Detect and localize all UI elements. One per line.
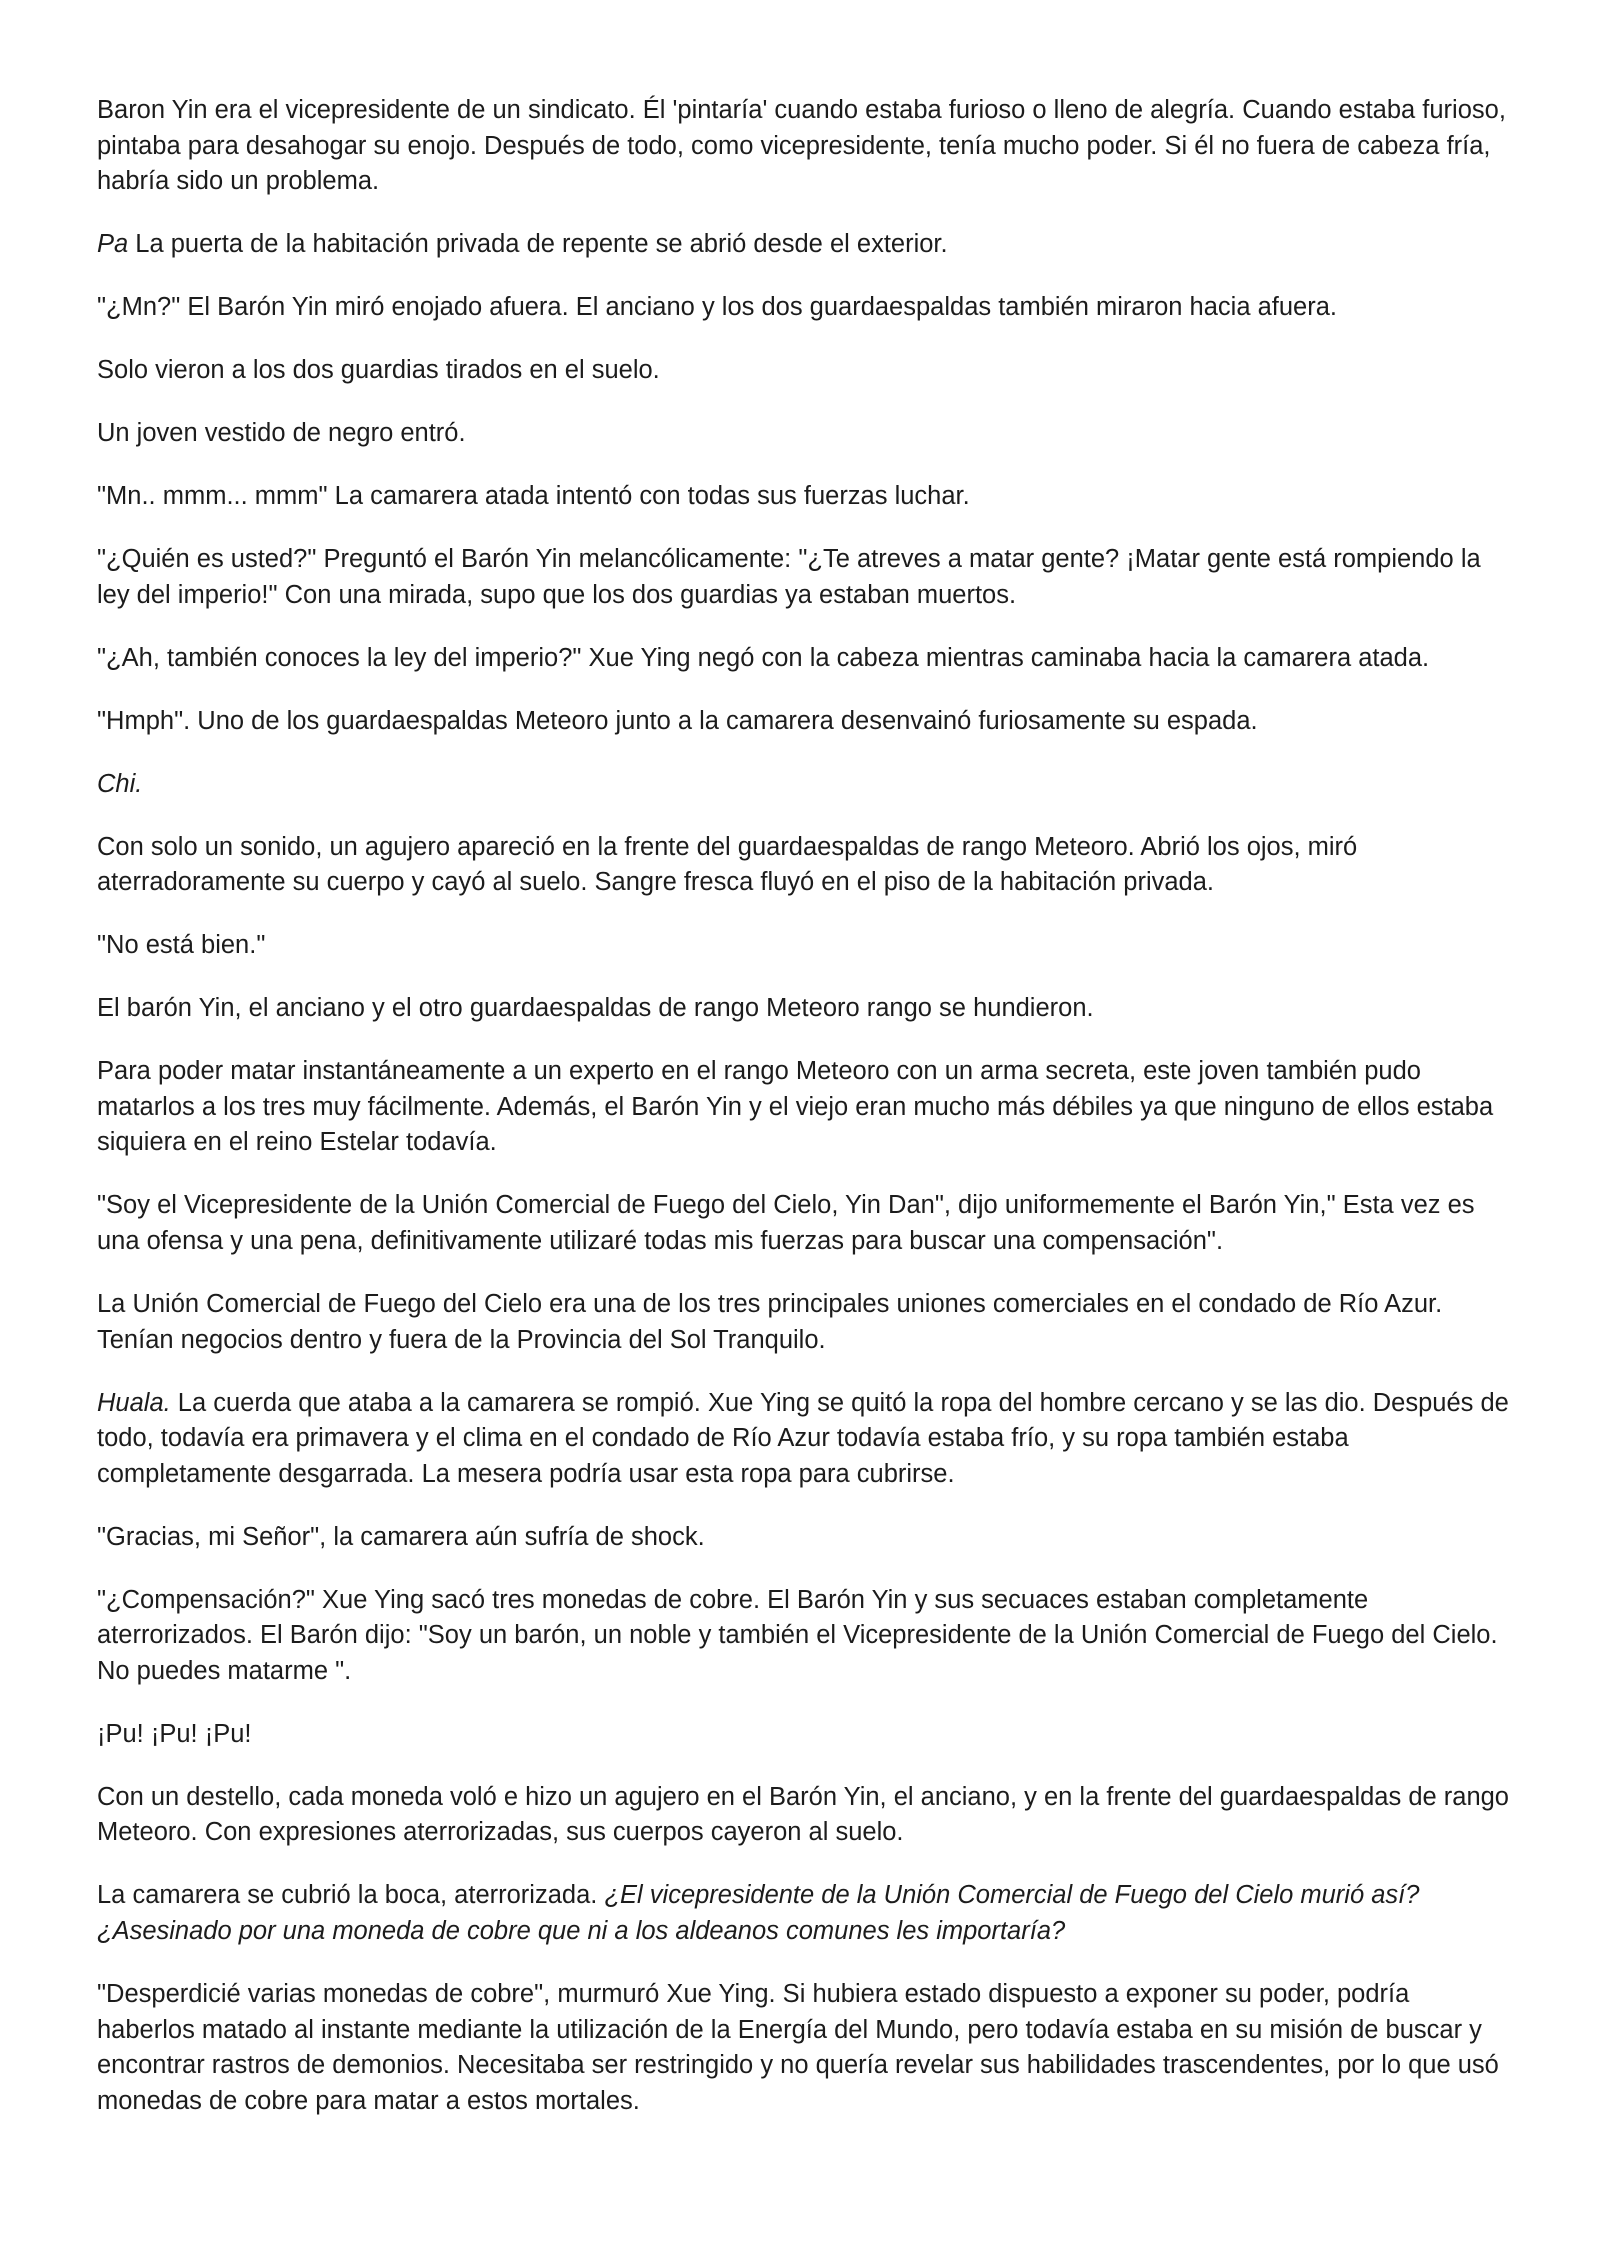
text-run: "Hmph". Uno de los guardaespaldas Meteoro junto a la camarera desenvainó furiosamente su espada. (97, 706, 1258, 735)
text-run: La puerta de la habitación privada de repente se abrió desde el exterior. (128, 230, 948, 259)
text-run: Baron Yin era el vicepresidente de un sindicato. Él 'pintaría' cuando estaba furioso o lleno de alegría. Cuando estaba furioso, pintaba para desahogar su enojo. Después de todo, como vicepresidente, tenía mucho poder. Si él no fuera de cabeza fría, habría sido un problema. (97, 96, 1506, 196)
paragraph (97, 767, 1512, 803)
text-run: "¿Compensación?" Xue Ying sacó tres monedas de cobre. El Barón Yin y sus secuaces estaban completamente aterrorizados. El Barón dijo: "Soy un barón, un noble y también el Vicepresidente de la Unión Comercial de Fuego del Cielo. No puedes matarme ". (97, 1585, 1498, 1685)
paragraph (97, 991, 1512, 1027)
paragraph (97, 1287, 1512, 1358)
italic-text-run: Chi. (97, 769, 143, 798)
text-run: La cuerda que ataba a la camarera se rompió. Xue Ying se quitó la ropa del hombre cercano y se las dio. Después de todo, todavía era primavera y el clima en el condado de Río Azur todavía estaba frío, y su ropa también estaba completamente desgarrada. La mesera podría usar esta ropa para cubrirse. (97, 1388, 1509, 1488)
paragraph (97, 227, 1512, 263)
paragraph (97, 704, 1512, 740)
paragraph (97, 542, 1512, 613)
paragraph (97, 641, 1512, 677)
text-run: La Unión Comercial de Fuego del Cielo era una de los tres principales uniones comerciales en el condado de Río Azur. Tenían negocios dentro y fuera de la Provincia del Sol Tranquilo. (97, 1289, 1443, 1354)
italic-text-run: ¿El vicepresidente de la Unión Comercial de Fuego del Cielo murió así? ¿Asesinado por una moneda de cobre que ni a los aldeanos comunes les importaría? (97, 1881, 1420, 1945)
text-run: "¿Quién es usted?" Preguntó el Barón Yin melancólicamente: "¿Te atreves a matar gente? ¡Matar gente está rompiendo la ley del imperio!" Con una mirada, supo que los dos guardias ya estaban muertos. (97, 545, 1481, 609)
text-run: Con un destello, cada moneda voló e hizo un agujero en el Barón Yin, el anciano, y en la frente del guardaespaldas de rango Meteoro. Con expresiones aterrorizadas, sus cuerpos cayeron al suelo. (97, 1782, 1509, 1847)
paragraph (97, 479, 1512, 515)
italic-text-run: Pa (97, 230, 129, 259)
paragraph (97, 1717, 1512, 1753)
document-body (97, 93, 1512, 2147)
paragraph (97, 928, 1512, 964)
paragraph (97, 1386, 1512, 1493)
paragraph (97, 416, 1512, 452)
paragraph (97, 830, 1512, 901)
paragraph (97, 1188, 1512, 1259)
paragraph (97, 93, 1512, 200)
paragraph (97, 1583, 1512, 1690)
text-run: "Desperdicié varias monedas de cobre", murmuró Xue Ying. Si hubiera estado dispuesto a exponer su poder, podría haberlos matado al instante mediante la utilización de la Energía del Mundo, pero todavía estaba en su misión de buscar y encontrar rastros de demonios. Necesitaba ser restringido y no quería revelar sus habilidades trascendentes, por lo que usó monedas de cobre para matar a estos mortales. (97, 1979, 1499, 2115)
paragraph (97, 1054, 1512, 1161)
text-run: "Mn.. mmm... mmm" La camarera atada intentó con todas sus fuerzas luchar. (97, 482, 970, 511)
text-run: "¿Mn?" El Barón Yin miró enojado afuera. El anciano y los dos guardaespaldas también miraron hacia afuera. (97, 293, 1337, 322)
text-run: "Soy el Vicepresidente de la Unión Comercial de Fuego del Cielo, Yin Dan", dijo uniformemente el Barón Yin," Esta vez es una ofensa y una pena, definitivamente utilizaré todas mis fuerzas para buscar una compensación". (97, 1191, 1475, 1255)
paragraph (97, 1878, 1512, 1949)
text-run: El barón Yin, el anciano y el otro guardaespaldas de rango Meteoro rango se hundieron. (97, 994, 1094, 1023)
text-run: Para poder matar instantáneamente a un experto en el rango Meteoro con un arma secreta, este joven también pudo matarlos a los tres muy fácilmente. Además, el Barón Yin y el viejo eran mucho más débiles ya que ninguno de ellos estaba siquiera en el reino Estelar todavía. (97, 1057, 1494, 1157)
paragraph (97, 290, 1512, 326)
paragraph (97, 1780, 1512, 1851)
text-run: "No está bien." (97, 931, 266, 960)
paragraph (97, 1977, 1512, 2119)
text-run: "Gracias, mi Señor", la camarera aún sufría de shock. (97, 1522, 705, 1551)
paragraph (97, 353, 1512, 389)
text-run: "¿Ah, también conoces la ley del imperio?" Xue Ying negó con la cabeza mientras caminaba hacia la camarera atada. (97, 643, 1430, 672)
text-run: Solo vieron a los dos guardias tirados en el suelo. (97, 356, 660, 385)
text-run: ¡Pu! ¡Pu! ¡Pu! (97, 1719, 252, 1748)
text-run: Con solo un sonido, un agujero apareció en la frente del guardaespaldas de rango Meteoro. Abrió los ojos, miró aterradoramente su cuerpo y cayó al suelo. Sangre fresca fluyó en el piso de la habitación privada. (97, 832, 1358, 897)
text-run: La camarera se cubrió la boca, aterrorizada. (97, 1881, 605, 1910)
text-run: Un joven vestido de negro entró. (97, 419, 466, 448)
paragraph (97, 1520, 1512, 1556)
italic-text-run: Huala. (97, 1388, 171, 1417)
